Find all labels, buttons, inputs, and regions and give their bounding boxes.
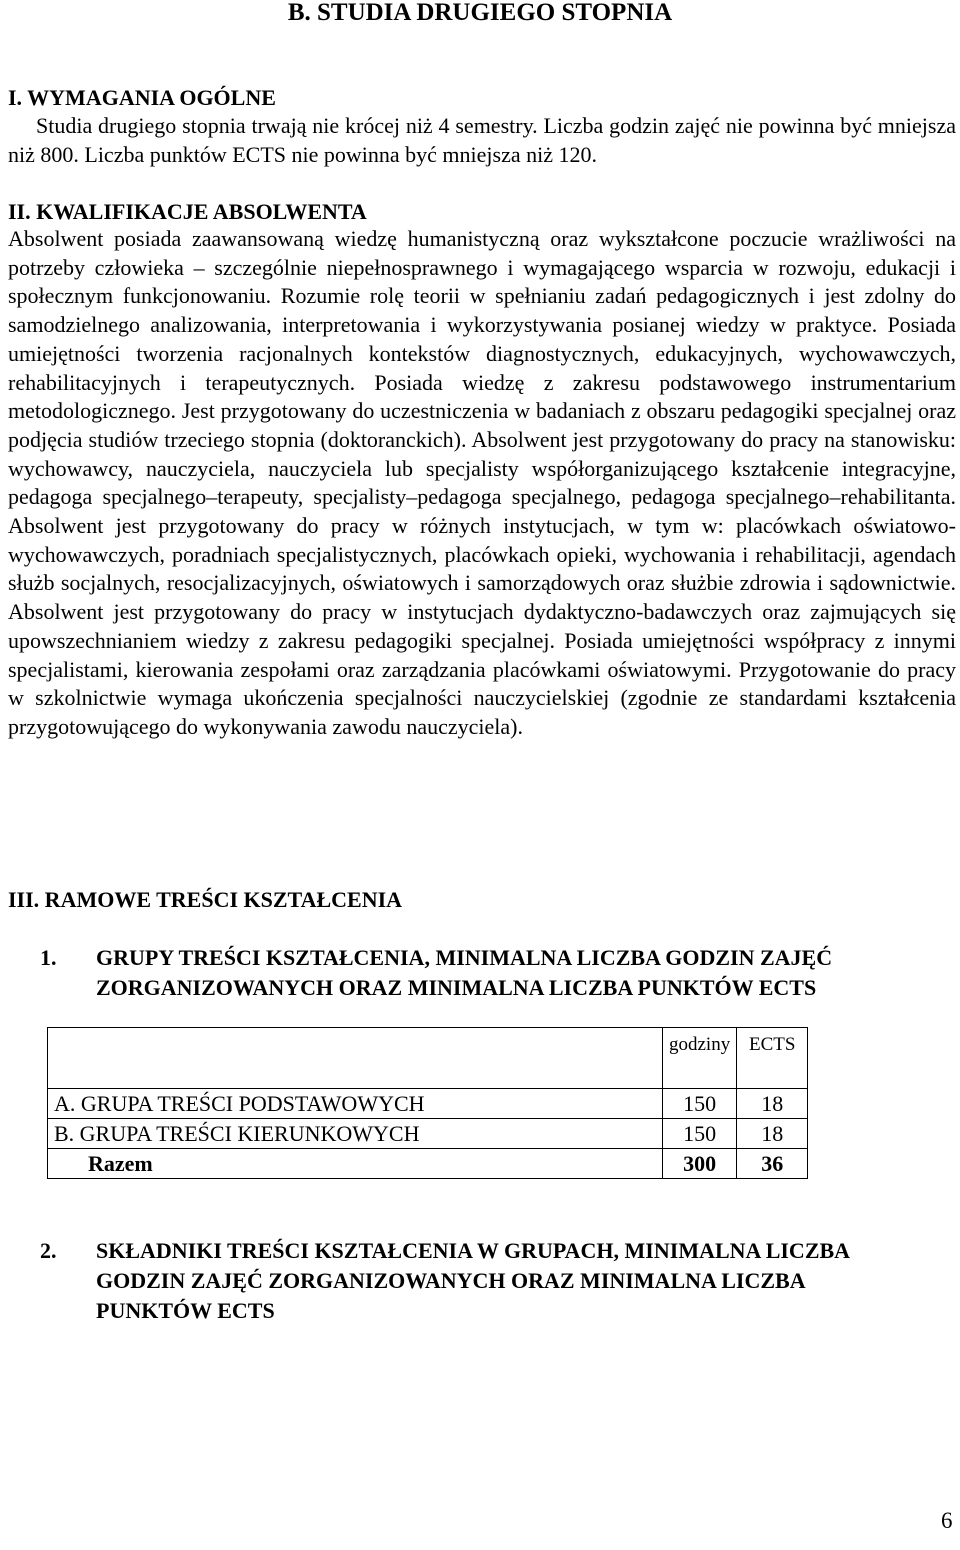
section-heading-requirements: I. WYMAGANIA OGÓLNE xyxy=(8,85,276,110)
table-total-row xyxy=(48,1149,808,1179)
table-cell-total-hours: 300 xyxy=(663,1149,737,1179)
page-number: 6 xyxy=(941,1508,953,1533)
subsection-line: GRUPY TREŚCI KSZTAŁCENIA, MINIMALNA LICZBA GODZIN ZAJĘĆ xyxy=(96,945,833,970)
section-heading-framework: III. RAMOWE TREŚCI KSZTAŁCENIA xyxy=(8,887,403,912)
table-row xyxy=(48,1089,808,1119)
table-row xyxy=(48,1119,808,1149)
subsection-line: ZORGANIZOWANYCH ORAZ MINIMALNA LICZBA PUNKTÓW ECTS xyxy=(96,975,817,1000)
subsection-line: GODZIN ZAJĘĆ ZORGANIZOWANYCH ORAZ MINIMALNA LICZBA xyxy=(96,1268,806,1293)
document-title: B. STUDIA DRUGIEGO STOPNIA xyxy=(287,0,673,26)
requirements-paragraph xyxy=(8,112,956,169)
table-cell-group: A. GRUPA TREŚCI PODSTAWOWYCH xyxy=(48,1089,663,1119)
table-cell-total-ects: 36 xyxy=(737,1149,808,1179)
subsection-heading-groups xyxy=(40,943,940,1003)
table-header-cell xyxy=(48,1028,663,1089)
table-cell-ects: 18 xyxy=(737,1089,808,1119)
subsection-number: 2. xyxy=(40,1238,57,1263)
table-cell-ects: 18 xyxy=(737,1119,808,1149)
table-cell-group: B. GRUPA TREŚCI KIERUNKOWYCH xyxy=(48,1119,663,1149)
subsection-number: 1. xyxy=(40,945,57,970)
qualifications-paragraph: Absolwent posiada zaawansowaną wiedzę humanistyczną oraz wykształcone poczucie wrażliwości na potrzeby człowieka – szczególnie niepełnosprawnego i wymagającego wsparcia w rozwoju, edukacji i społecznym funkcjonowaniu. Rozumie rolę teorii w spełnianiu zadań pedagogicznych i jest zdolny do samodzielnego analizowania, interpretowania i wykorzystywania posianej wiedzy w praktyce. Posiada umiejętności tworzenia racjonalnych kontekstów diagnostycznych, edukacyjnych, wychowawczych, rehabilitacyjnych i terapeutycznych. Posiada wiedzę z zakresu podstawowego instrumentarium metodologicznego. Jest przygotowany do uczestniczenia w badaniach z obszaru pedagogiki specjalnej oraz podjęcia studiów trzeciego stopnia (doktoranckich). Absolwent jest przygotowany do pracy na stanowisku: wychowawcy, nauczyciela, nauczyciela lub specjalisty współorganizującego kształcenie integracyjne, pedagoga specjalnego–terapeuty, specjalisty–pedagoga specjalnego, pedagoga specjalnego–rehabilitanta. Absolwent jest przygotowany do pracy w różnych instytucjach, w tym w: placówkach oświatowo-wychowawczych, poradniach specjalistycznych, placówkach opieki, wychowania i rehabilitacji, agendach służb socjalnych, resocjalizacyjnych, oświatowych i samorządowych oraz służbie zdrowia i sądownictwie. Absolwent jest przygotowany do pracy w instytucjach dydaktyczno-badawczych oraz zajmujących się upowszechnianiem wiedzy z zakresu pedagogiki specjalnej. Posiada umiejętności współpracy z innymi specjalistami, kierowania zespołami oraz zarządzania placówkami oświatowymi. Przygotowanie do pracy w szkolnictwie wymaga ukończenia specjalności nauczycielskiej (zgodnie ze standardami kształcenia przygotowującego do wykonywania zawodu nauczyciela). xyxy=(8,226,956,739)
table-cell-hours: 150 xyxy=(663,1089,737,1119)
table-header-row xyxy=(48,1028,808,1089)
table-cell-total-label: Razem xyxy=(48,1149,663,1179)
content-groups-table xyxy=(47,1027,808,1179)
table-header-ects: ECTS xyxy=(737,1028,808,1089)
subsection-line: SKŁADNIKI TREŚCI KSZTAŁCENIA W GRUPACH, MINIMALNA LICZBA xyxy=(96,1238,851,1263)
subsection-heading-components xyxy=(40,1236,940,1326)
table-cell-hours: 150 xyxy=(663,1119,737,1149)
subsection-line: PUNKTÓW ECTS xyxy=(96,1298,275,1323)
table-header-hours: godziny xyxy=(663,1028,737,1089)
section-heading-qualifications: II. KWALIFIKACJE ABSOLWENTA xyxy=(8,199,367,224)
requirements-text: Studia drugiego stopnia trwają nie krócej niż 4 semestry. Liczba godzin zajęć nie powinna być mniejsza niż 800. Liczba punktów ECTS nie powinna być mniejsza niż 120. xyxy=(8,113,956,167)
